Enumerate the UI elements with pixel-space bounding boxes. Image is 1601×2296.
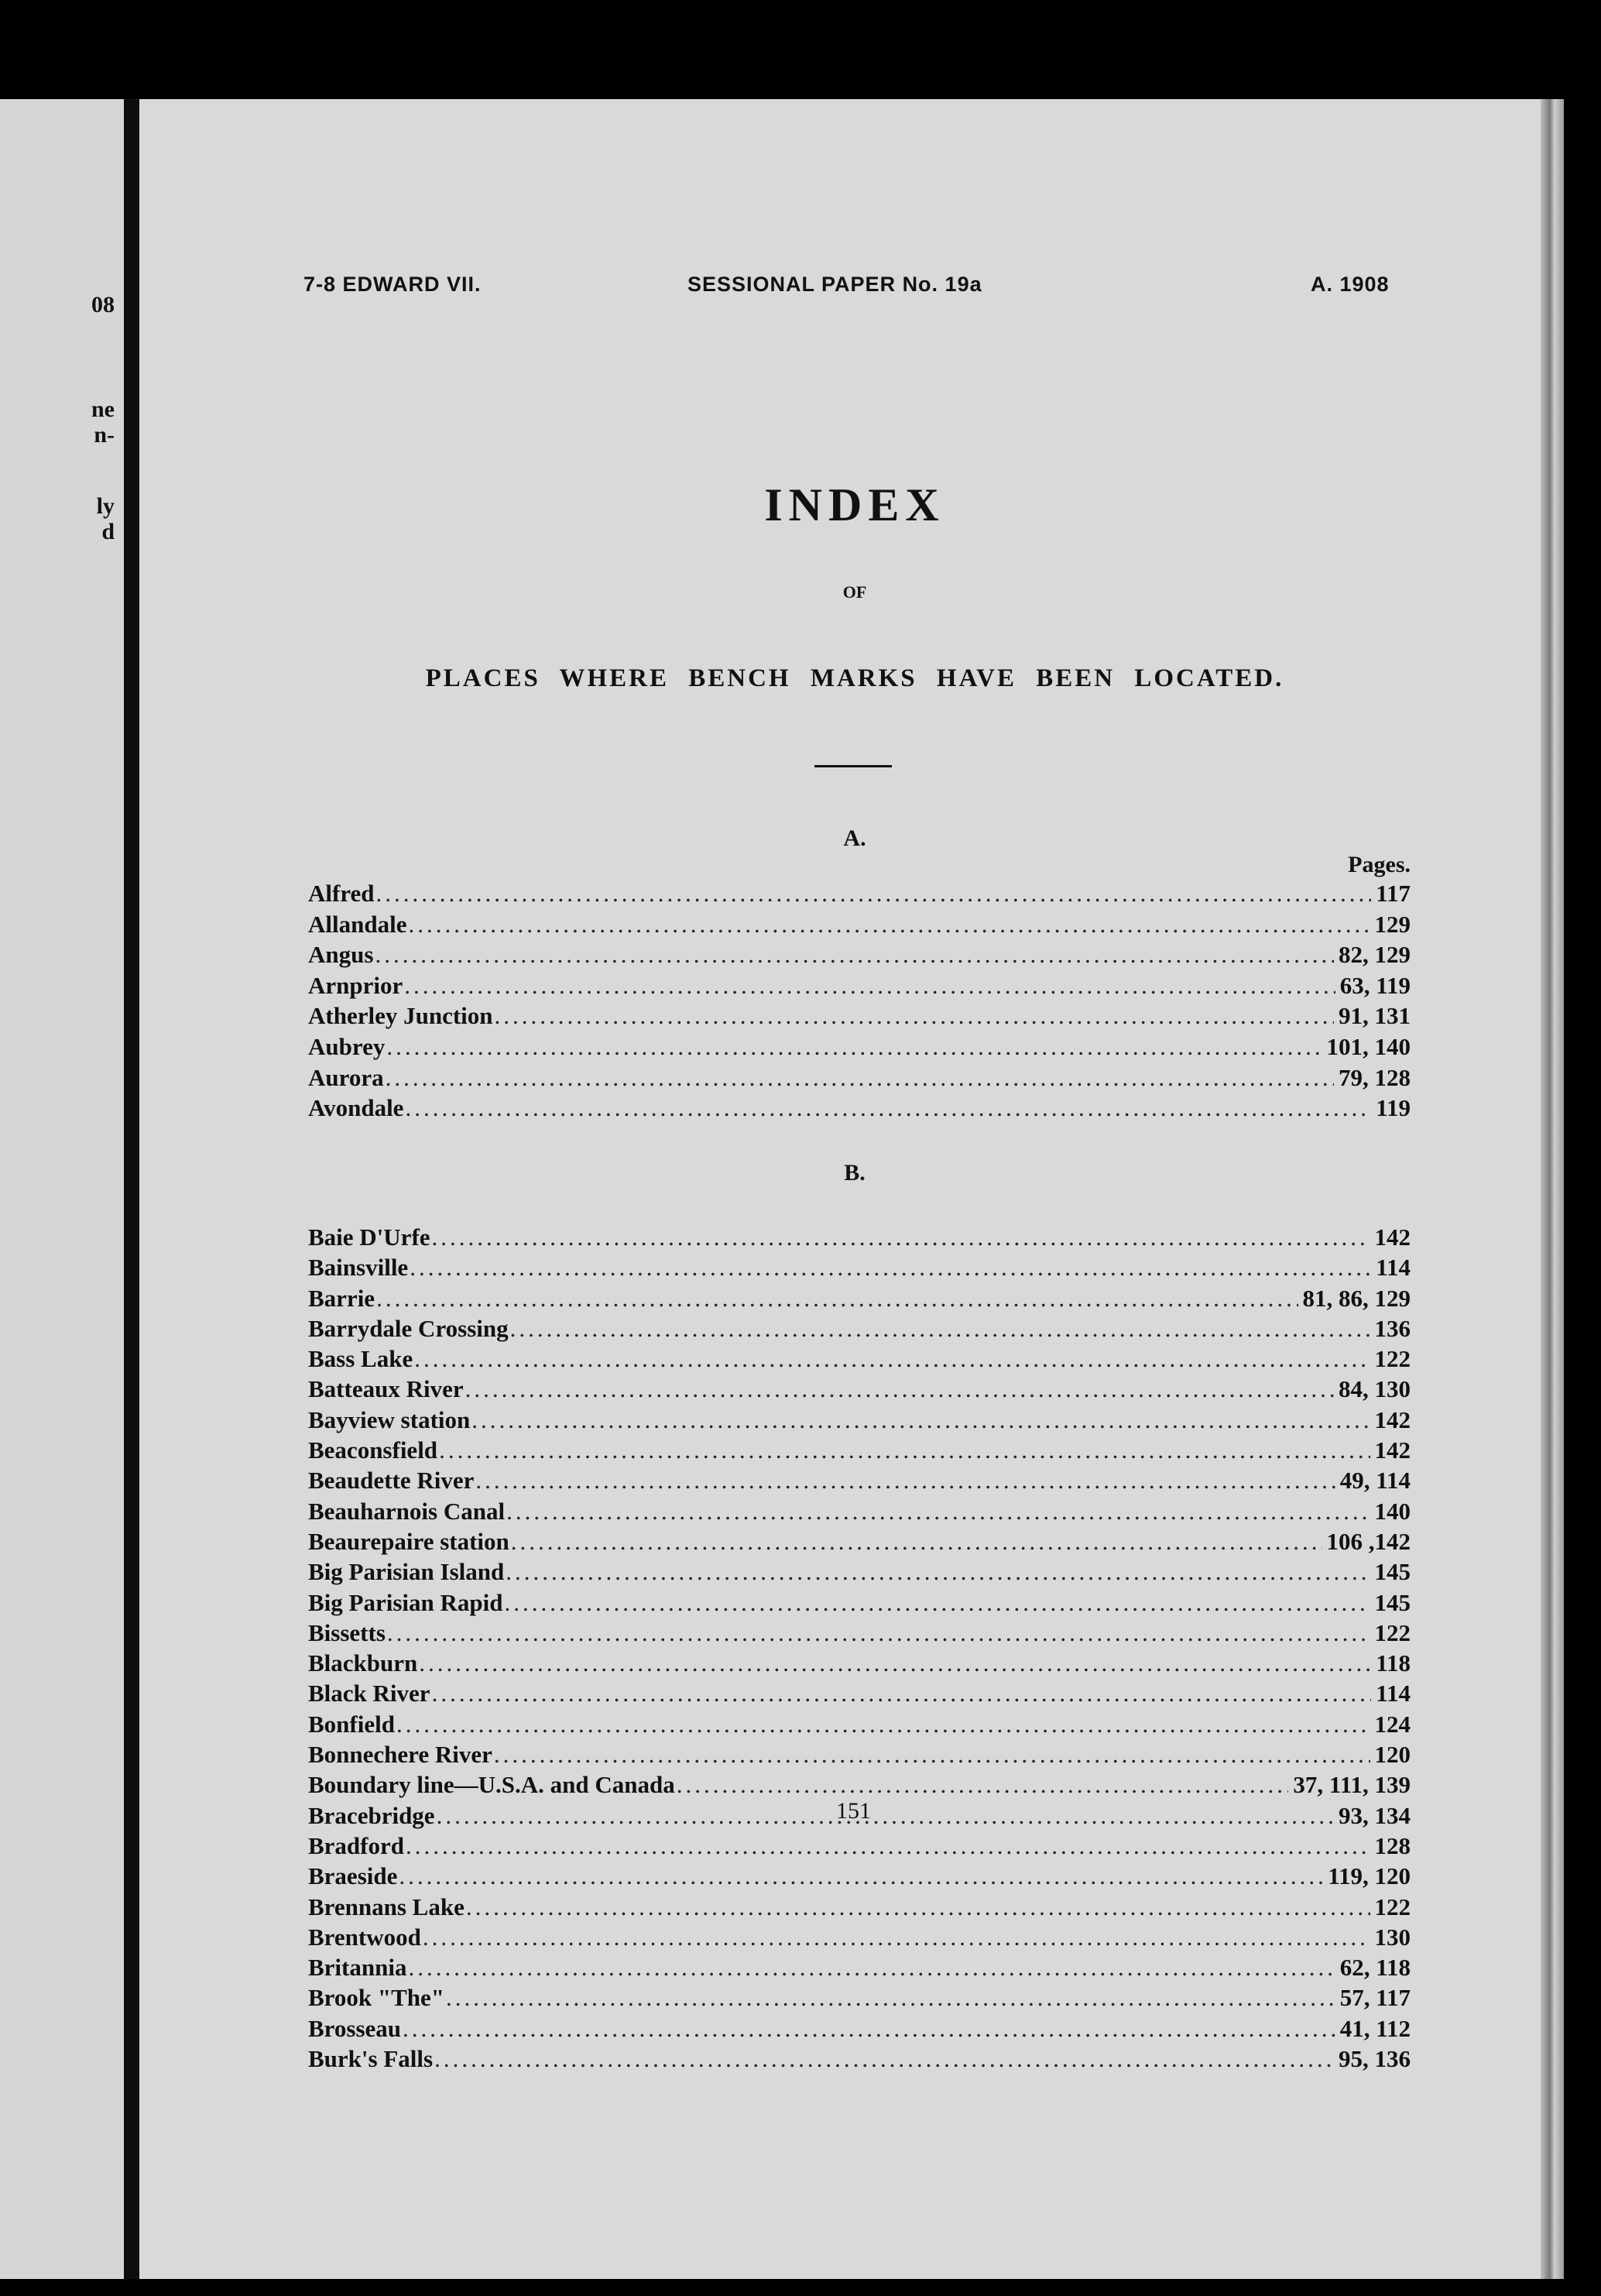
page-stack-edge: [1541, 99, 1564, 2279]
entry-place: Allandale: [308, 910, 407, 938]
left-page-fragment: d: [101, 519, 115, 544]
entry-place: Bonfield: [308, 1710, 395, 1738]
leader-dots: [475, 1467, 1335, 1495]
leader-dots: [677, 1771, 1289, 1799]
entry-pages: 122: [1374, 1893, 1411, 1920]
index-entry: [308, 1064, 1411, 1095]
entry-pages: 114: [1376, 1680, 1411, 1707]
leader-dots: [408, 1954, 1335, 1982]
entry-pages: 95, 136: [1339, 2045, 1411, 2073]
entry-pages: 101, 140: [1326, 1032, 1411, 1060]
entry-place: Bonnechere River: [308, 1741, 492, 1769]
entry-place: Aurora: [308, 1063, 384, 1091]
entry-place: Big Parisian Rapid: [308, 1588, 503, 1616]
index-entry: [308, 1406, 1411, 1436]
leader-dots: [432, 1224, 1370, 1251]
index-entry: [308, 1375, 1411, 1405]
index-entry: [308, 1711, 1411, 1741]
index-list-a: [308, 880, 1411, 1125]
leader-dots: [494, 1741, 1370, 1769]
page-title: INDEX: [764, 479, 945, 530]
leader-dots: [387, 1619, 1370, 1647]
leader-dots: [405, 1094, 1371, 1122]
entry-pages: 114: [1376, 1254, 1411, 1282]
leader-dots: [419, 1649, 1371, 1677]
entry-pages: 142: [1374, 1405, 1411, 1433]
entry-place: Blackburn: [308, 1649, 418, 1677]
leader-dots: [511, 1528, 1322, 1556]
index-entry: [308, 1224, 1411, 1254]
entry-place: Big Parisian Island: [308, 1558, 505, 1586]
entry-pages: 57, 117: [1339, 1984, 1411, 2012]
scan-border-right: [1564, 0, 1601, 2296]
entry-pages: 130: [1374, 1923, 1411, 1951]
entry-pages: 142: [1374, 1436, 1411, 1464]
entry-pages: 37, 111, 139: [1293, 1771, 1411, 1799]
entry-place: Burk's Falls: [308, 2045, 434, 2073]
index-entry: [308, 972, 1411, 1003]
index-entry: [308, 1094, 1411, 1125]
leader-dots: [410, 1254, 1371, 1282]
entry-pages: 129: [1374, 910, 1411, 938]
leader-dots: [506, 1498, 1370, 1526]
leader-dots: [506, 1558, 1370, 1586]
leader-dots: [376, 1285, 1298, 1313]
entry-place: Brentwood: [308, 1923, 421, 1951]
index-entry: [308, 1345, 1411, 1375]
header-volume: 7-8 EDWARD VII.: [303, 273, 482, 296]
index-entry: [308, 1862, 1411, 1893]
entry-place: Boundary line—U.S.A. and Canada: [308, 1771, 675, 1799]
entry-pages: 63, 119: [1339, 971, 1411, 999]
left-page-fragment: 08: [91, 292, 115, 317]
entry-place: Alfred: [308, 880, 375, 907]
left-page-fragment: n-: [94, 422, 115, 448]
index-entry: [308, 2015, 1411, 2045]
index-entry: [308, 2045, 1411, 2075]
entry-place: Arnprior: [308, 971, 403, 999]
leader-dots: [404, 972, 1335, 1000]
index-entry: [308, 1954, 1411, 1984]
entry-place: Barrydale Crossing: [308, 1314, 509, 1342]
index-entry: [308, 1924, 1411, 1954]
page-subtitle: PLACES WHERE BENCH MARKS HAVE BEEN LOCATED.: [425, 664, 1284, 692]
entry-place: Atherley Junction: [308, 1002, 493, 1030]
entry-place: Brennans Lake: [308, 1893, 465, 1920]
entry-pages: 118: [1376, 1649, 1411, 1677]
index-entry: [308, 1467, 1411, 1497]
index-entry: [308, 1528, 1411, 1558]
entry-pages: 122: [1374, 1345, 1411, 1373]
entry-pages: 117: [1376, 880, 1411, 907]
entry-place: Batteaux River: [308, 1375, 464, 1403]
entry-place: Black River: [308, 1680, 430, 1707]
entry-pages: 142: [1374, 1224, 1411, 1251]
leader-dots: [396, 1711, 1370, 1738]
entry-pages: 119, 120: [1328, 1862, 1411, 1890]
leader-dots: [446, 1984, 1335, 2012]
index-entry: [308, 1002, 1411, 1033]
index-entry: [308, 1436, 1411, 1467]
entry-place: Brook "The": [308, 1984, 444, 2012]
index-entry: [308, 1498, 1411, 1528]
index-entry: [308, 1771, 1411, 1801]
index-entry: [308, 1285, 1411, 1315]
entry-place: Beaconsfield: [308, 1436, 438, 1464]
header-sessional-paper: SESSIONAL PAPER No. 19a: [687, 273, 982, 296]
leader-dots: [439, 1436, 1370, 1464]
entry-pages: 93, 134: [1339, 1801, 1411, 1829]
index-entry: [308, 1254, 1411, 1284]
entry-place: Bainsville: [308, 1254, 409, 1282]
book-gutter: [124, 99, 139, 2279]
entry-pages: 140: [1374, 1497, 1411, 1525]
index-entry: [308, 1741, 1411, 1771]
leader-dots: [423, 1924, 1370, 1951]
entry-place: Bracebridge: [308, 1801, 435, 1829]
leader-dots: [510, 1315, 1370, 1343]
entry-place: Bayview station: [308, 1405, 471, 1433]
index-entry: [308, 1033, 1411, 1064]
entry-pages: 49, 114: [1339, 1467, 1411, 1495]
entry-place: Beaudette River: [308, 1467, 475, 1495]
entry-place: Britannia: [308, 1954, 407, 1982]
leader-dots: [399, 1862, 1323, 1890]
entry-place: Baie D'Urfe: [308, 1224, 430, 1251]
entry-pages: 122: [1374, 1618, 1411, 1646]
leader-dots: [406, 1832, 1370, 1860]
index-entry: [308, 1619, 1411, 1649]
index-entry: [308, 1315, 1411, 1345]
entry-pages: 120: [1374, 1741, 1411, 1769]
leader-dots: [403, 2015, 1335, 2043]
entry-place: Beaurepaire station: [308, 1527, 509, 1555]
entry-place: Braeside: [308, 1862, 398, 1890]
index-entry: [308, 880, 1411, 911]
index-entry: [308, 911, 1411, 942]
entry-place: Angus: [308, 941, 374, 969]
leader-dots: [376, 880, 1372, 908]
left-page-fragment: ly: [96, 493, 115, 519]
entry-pages: 81, 86, 129: [1302, 1284, 1411, 1312]
entry-pages: 41, 112: [1339, 2014, 1411, 2042]
leader-dots: [375, 941, 1334, 969]
leader-dots: [414, 1345, 1370, 1373]
page-number: 151: [836, 1798, 871, 1824]
section-heading-b: B.: [844, 1160, 866, 1186]
index-entry: [308, 1984, 1411, 2014]
leader-dots: [466, 1893, 1370, 1921]
title-connector: OF: [842, 582, 867, 602]
leader-dots: [434, 2045, 1334, 2073]
index-entry: [308, 1680, 1411, 1710]
entry-place: Barrie: [308, 1284, 375, 1312]
entry-pages: 128: [1374, 1831, 1411, 1859]
entry-pages: 84, 130: [1339, 1375, 1411, 1403]
leader-dots: [505, 1589, 1370, 1617]
scan-border-bottom: [0, 2279, 1601, 2296]
index-entry: [308, 1558, 1411, 1588]
entry-pages: 124: [1374, 1710, 1411, 1738]
section-heading-a: A.: [843, 825, 866, 851]
entry-place: Aubrey: [308, 1032, 386, 1060]
index-entry: [308, 1893, 1411, 1924]
title-rule: [814, 765, 892, 767]
entry-place: Bradford: [308, 1831, 404, 1859]
left-page-fragment: ne: [91, 396, 115, 422]
entry-pages: 91, 131: [1339, 1002, 1411, 1030]
entry-place: Bass Lake: [308, 1345, 413, 1373]
entry-pages: 79, 128: [1339, 1063, 1411, 1091]
pages-column-heading: Pages.: [1348, 852, 1411, 877]
leader-dots: [432, 1680, 1372, 1707]
index-entry: [308, 1589, 1411, 1619]
index-entry: [308, 1649, 1411, 1680]
leader-dots: [465, 1375, 1334, 1403]
leader-dots: [495, 1002, 1334, 1030]
entry-pages: 145: [1374, 1558, 1411, 1586]
leader-dots: [386, 1064, 1334, 1092]
entry-pages: 82, 129: [1339, 941, 1411, 969]
entry-pages: 145: [1374, 1588, 1411, 1616]
entry-place: Beauharnois Canal: [308, 1497, 506, 1525]
leader-dots: [408, 911, 1370, 939]
entry-pages: 119: [1376, 1094, 1411, 1122]
entry-pages: 136: [1374, 1314, 1411, 1342]
leader-dots: [386, 1033, 1322, 1061]
leader-dots: [471, 1406, 1370, 1434]
index-list-b: [308, 1224, 1411, 2075]
header-year: A. 1908: [1311, 273, 1390, 296]
entry-place: Avondale: [308, 1094, 404, 1122]
entry-place: Bissetts: [308, 1618, 386, 1646]
index-entry: [308, 941, 1411, 972]
adjacent-page-edge: [0, 99, 124, 2279]
index-entry: [308, 1832, 1411, 1862]
leader-dots: [437, 1802, 1334, 1830]
scan-border-top: [0, 0, 1601, 101]
entry-place: Brosseau: [308, 2014, 402, 2042]
entry-pages: 62, 118: [1339, 1954, 1411, 1982]
entry-pages: 106 ,142: [1326, 1527, 1411, 1555]
